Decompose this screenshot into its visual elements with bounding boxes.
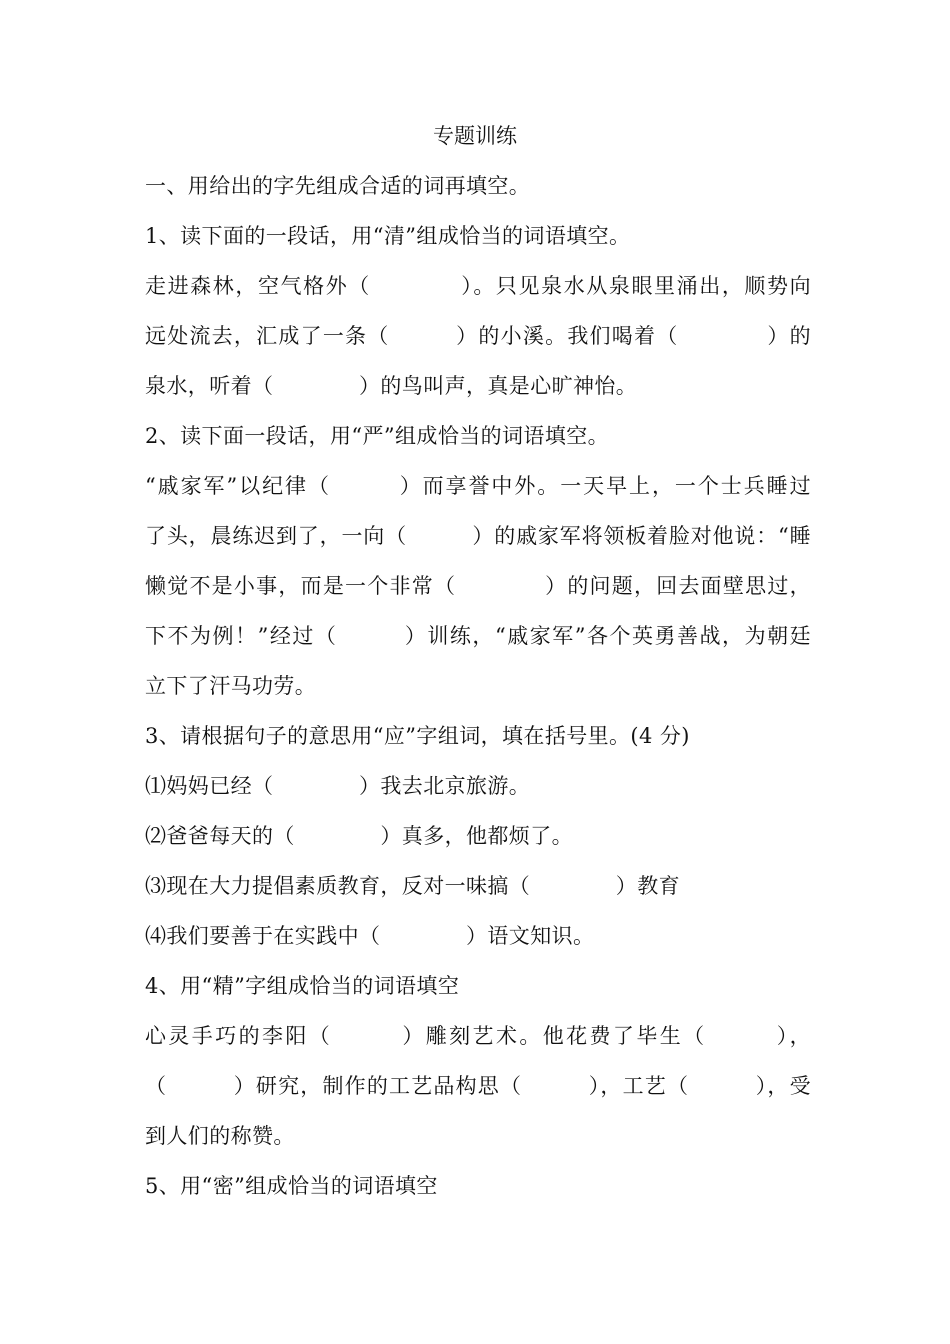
question-3-item: ⑶现在大力提倡素质教育，反对一味搞（ ）教育 [145,874,680,898]
question-2-text: “戚家军”以纪律（ ）而享誉中外。一天早上，一个士兵睡过 [145,474,811,498]
question-3-item: ⑴妈妈已经（ ）我去北京旅游。 [145,774,531,798]
question-2-text: 立下了汗马功劳。 [145,674,317,698]
question-4-heading: 4、用“精”字组成恰当的词语填空 [145,974,460,998]
question-3-item: ⑷我们要善于在实践中（ ）语文知识。 [145,924,595,948]
question-4-text: 心灵手巧的李阳（ ）雕刻艺术。他花费了毕生（ ）， [145,1024,811,1048]
question-1-text: 走进森林，空气格外（ ）。只见泉水从泉眼里涌出，顺势向 [145,274,811,298]
question-1-text: 远处流去，汇成了一条（ ）的小溪。我们喝着（ ）的 [145,324,811,348]
question-2-text: 下不为例！”经过（ ）训练，“戚家军”各个英勇善战，为朝廷 [145,624,811,648]
section-heading: 一、用给出的字先组成合适的词再填空。 [145,174,531,198]
page-title: 专题训练 [433,124,517,148]
question-2-text: 懒觉不是小事，而是一个非常（ ）的问题，回去面壁思过， [145,574,811,598]
question-2-heading: 2、读下面一段话，用“严”组成恰当的词语填空。 [145,424,610,448]
question-4-text: 到人们的称赞。 [145,1124,295,1148]
question-1-heading: 1、读下面的一段话，用“清”组成恰当的词语填空。 [145,224,631,248]
question-2-text: 了头，晨练迟到了，一向（ ）的戚家军将领板着脸对他说：“睡 [145,524,811,548]
question-1-text: 泉水，听着（ ）的鸟叫声，真是心旷神怡。 [145,374,638,398]
question-5-heading: 5、用“密”组成恰当的词语填空 [145,1174,438,1198]
question-3-heading: 3、请根据句子的意思用“应”字组词，填在括号里。(4 分) [145,724,690,748]
question-3-item: ⑵爸爸每天的（ ）真多，他都烦了。 [145,824,573,848]
question-4-text: （ ）研究，制作的工艺品构思（ ），工艺（ ），受 [145,1074,811,1098]
